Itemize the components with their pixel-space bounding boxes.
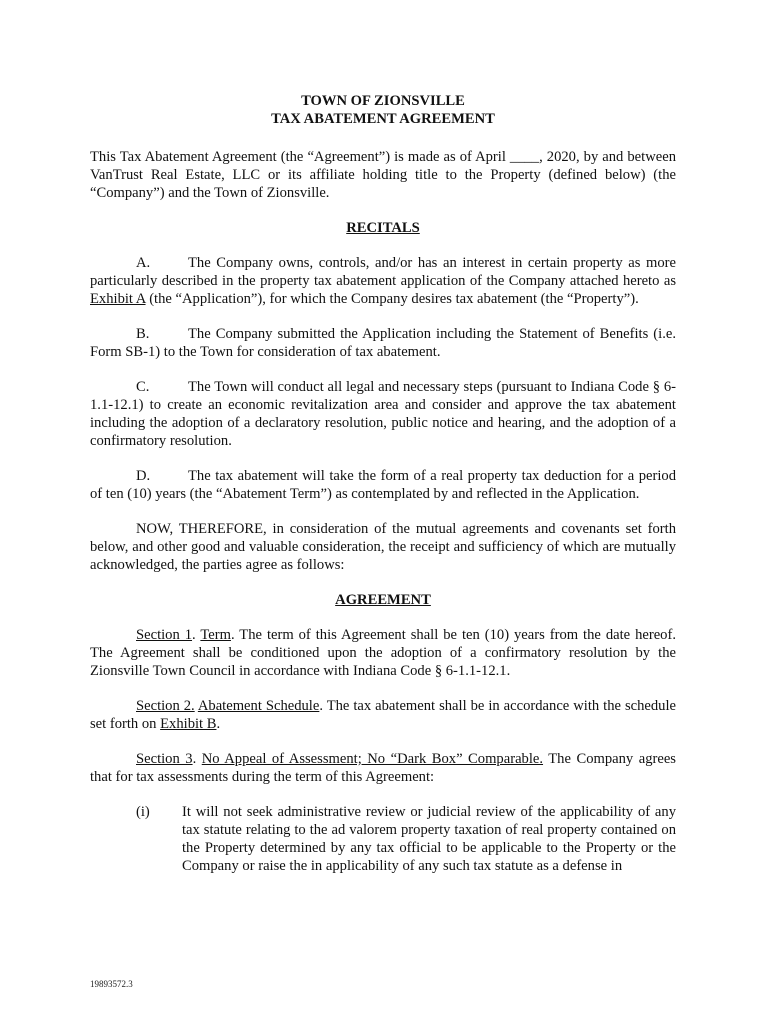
now-therefore-paragraph: NOW, THEREFORE, in consideration of the mutual agreements and covenants set forth below, and other good and valuable consideration, the receipt and sufficiency of which are mutually acknowledged, the parties agree as follows:	[90, 521, 676, 573]
recital-c	[90, 378, 676, 450]
title-line-2: TAX ABATEMENT AGREEMENT	[271, 111, 495, 127]
subitem-text: It will not seek administrative review or judicial review of the applicability of any tax statute relating to the ad valorem property taxation of real property contained on the Property determined by any tax official to be applicable to the Property or the Company or raise the in applicability of any such tax statute as a defense in	[182, 804, 676, 874]
section-label: Section 3	[136, 751, 193, 767]
recitals-heading: RECITALS	[346, 220, 420, 236]
section-1: Section 1. Term. The term of this Agreement shall be ten (10) years from the date hereof. The Agreement shall be conditioned upon the adoption of a confirmatory resolution by the Zionsville Town Council in accordance with Indiana Code § 6-1.1-12.1.	[90, 627, 676, 679]
recital-d	[90, 467, 676, 503]
exhibit-a-reference: Exhibit A	[90, 291, 146, 307]
section-title: Abatement Schedule	[197, 698, 320, 714]
section-label: Section 1	[136, 627, 193, 643]
section-text: .	[216, 716, 221, 732]
section-text: The Company agrees that for tax assessments during the term of this Agreement:	[90, 751, 676, 785]
intro-paragraph: This Tax Abatement Agreement (the “Agreement”) is made as of April ____, 2020, by and between VanTrust Real Estate, LLC or its affiliate holding title to the Property (defined below) (the “Company”) and the Town of Zionsville.	[90, 149, 676, 201]
recital-text: The tax abatement will take the form of a real property tax deduction for a period of ten (10) years (the “Abatement Term”) as contemplated by and reflected in the Application.	[90, 468, 676, 502]
recital-letter: C.	[136, 379, 150, 395]
recital-letter: D.	[136, 468, 151, 484]
section-title: No Appeal of Assessment; No “Dark Box” Comparable.	[201, 751, 544, 767]
recital-a	[90, 254, 676, 308]
section-text: The tax abatement shall be in accordance with the schedule set forth on	[90, 698, 676, 732]
section-label: Section 2.	[136, 698, 195, 714]
recital-text: The Company owns, controls, and/or has an interest in certain property as more particularly described in the property tax abatement application of the Company attached hereto as	[90, 255, 676, 289]
recital-b	[90, 325, 676, 361]
section-title: Term	[200, 627, 231, 643]
section-2: Section 2. Abatement Schedule. The tax abatement shall be in accordance with the schedule set forth on Exhibit B.	[90, 698, 676, 732]
recital-letter: A.	[136, 255, 151, 271]
document-page	[90, 92, 676, 875]
section-text: The term of this Agreement shall be ten (10) years from the date hereof. The Agreement shall be conditioned upon the adoption of a confirmatory resolution by the Zionsville Town Council in accordance with Indiana Code § 6-1.1-12.1.	[90, 627, 676, 679]
document-title	[90, 92, 676, 128]
recital-text: The Company submitted the Application including the Statement of Benefits (i.e. Form SB-1) to the Town for consideration of tax abatement.	[90, 326, 676, 360]
subitem-i	[90, 803, 676, 875]
agreement-heading: AGREEMENT	[335, 592, 431, 608]
section-3: Section 3. No Appeal of Assessment; No “Dark Box” Comparable. The Company agrees that for tax assessments during the term of this Agreement:	[90, 751, 676, 785]
title-line-1: TOWN OF ZIONSVILLE	[301, 93, 465, 109]
recital-text: The Town will conduct all legal and necessary steps (pursuant to Indiana Code § 6-1.1-12.1) to create an economic revitalization area and consider and approve the tax abatement including the adoption of a declaratory resolution, public notice and hearing, and the adoption of a confirmatory resolution.	[90, 379, 676, 449]
exhibit-b-reference: Exhibit B	[160, 716, 217, 732]
subitem-marker: (i)	[136, 804, 150, 820]
document-footer-id: 19893572.3	[90, 979, 133, 989]
recital-text: (the “Application”), for which the Company desires tax abatement (the “Property”).	[145, 291, 639, 307]
recital-letter: B.	[136, 326, 150, 342]
